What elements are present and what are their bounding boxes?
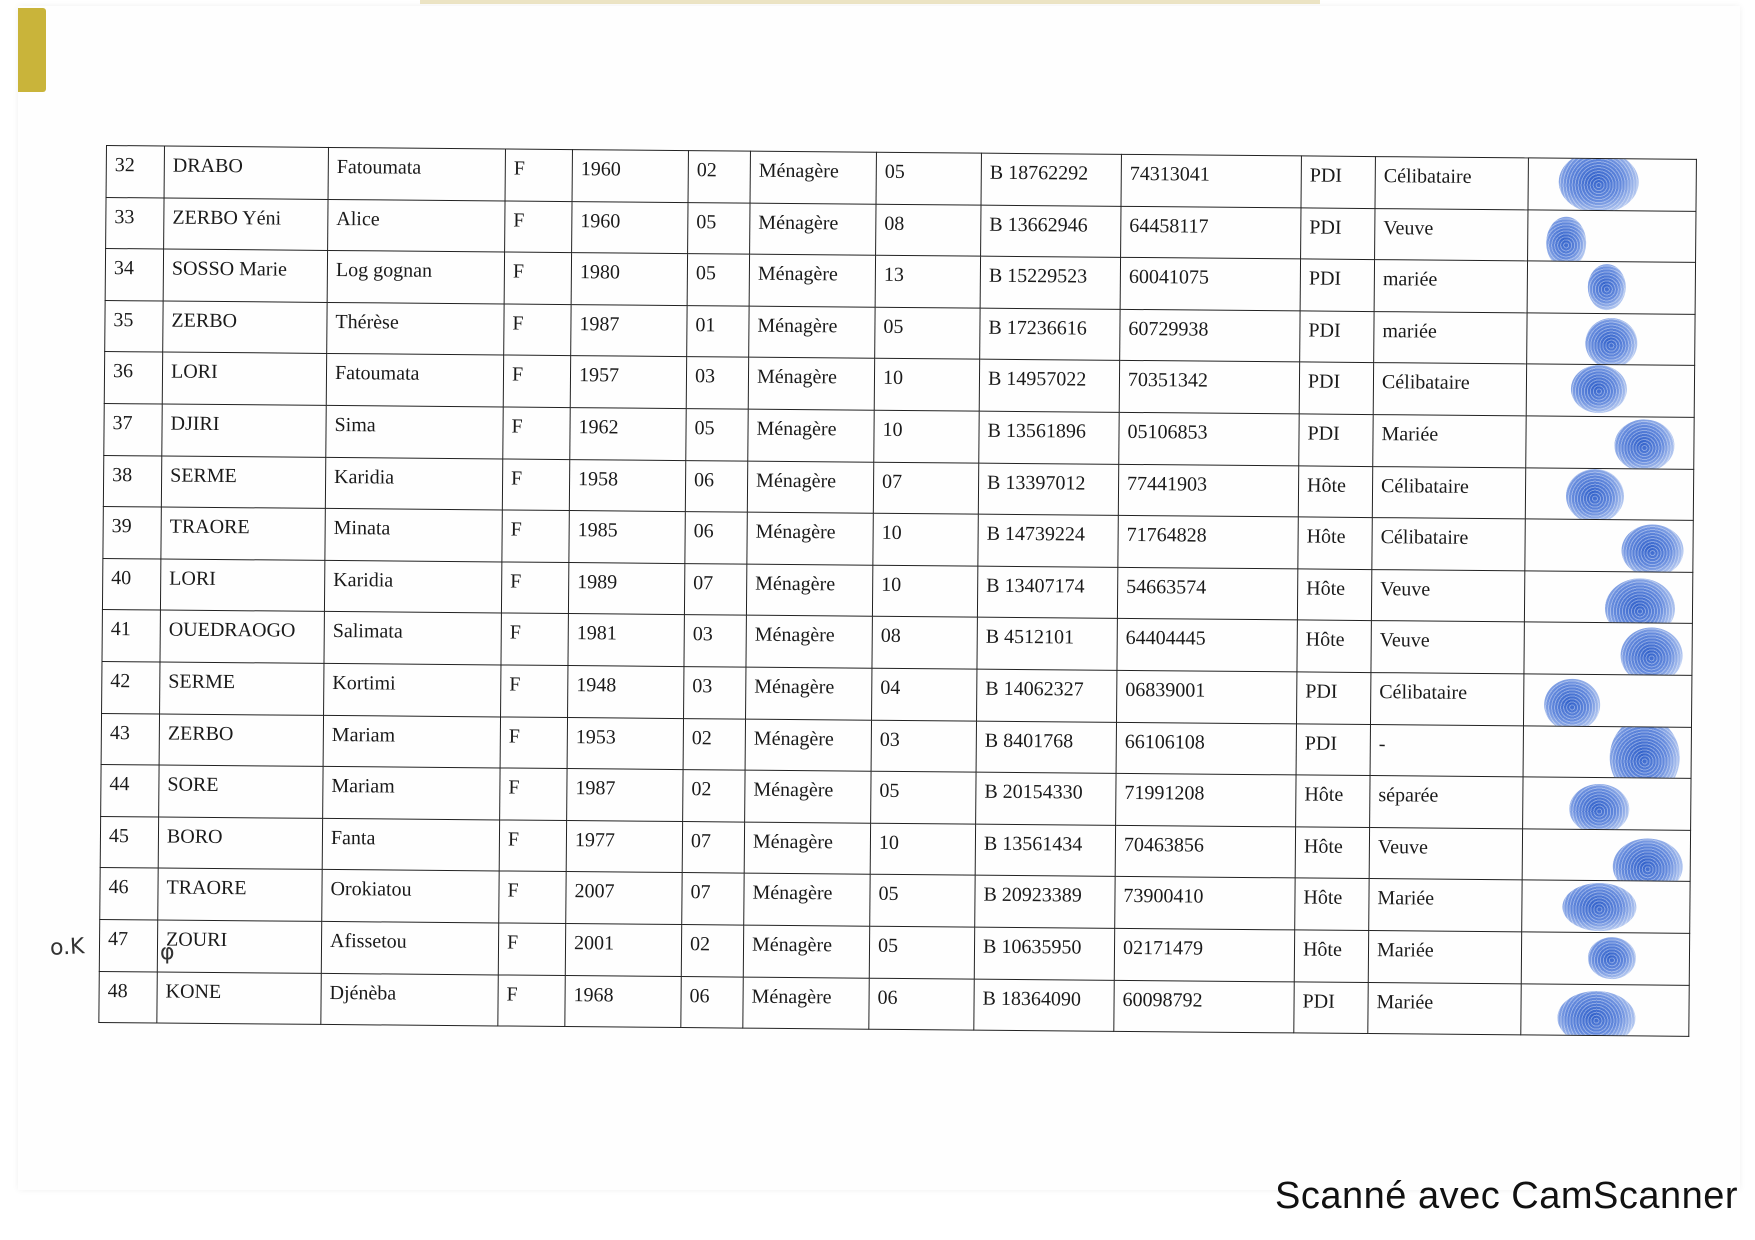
fingerprint-cell [1523, 674, 1691, 727]
tick-mark: φ [160, 940, 175, 965]
column-8: 07 [873, 462, 978, 515]
occupation: Ménagère [745, 770, 871, 823]
phone-number: 74313041 [1121, 154, 1301, 207]
sticky-tab [18, 8, 46, 92]
fingerprint-cell [1523, 725, 1691, 778]
id-number: B 4512101 [977, 617, 1117, 670]
fingerprint-cell [1524, 571, 1692, 624]
fingerprint-cell [1522, 829, 1690, 882]
fingerprint-cell [1523, 777, 1691, 830]
status: Hôte [1297, 569, 1371, 621]
fingerprint-cell [1525, 519, 1693, 572]
marital-status: mariée [1374, 260, 1527, 313]
status: PDI [1296, 672, 1370, 724]
occupation: Ménagère [744, 822, 870, 875]
row-number: 43 [101, 713, 159, 765]
column-6: 02 [681, 924, 743, 976]
row-number: 35 [105, 300, 163, 352]
occupation: Ménagère [750, 151, 876, 204]
first-name: Karidia [325, 457, 502, 510]
sex: F [499, 820, 566, 872]
fingerprint-icon [1588, 937, 1636, 979]
id-number: B 13561434 [975, 824, 1115, 877]
first-name: Mariam [323, 715, 500, 768]
first-name: Sima [326, 405, 503, 458]
row-number: 36 [104, 352, 162, 404]
last-name: SORE [159, 765, 323, 818]
phone-number: 60098792 [1114, 980, 1294, 1033]
sex: F [501, 562, 568, 614]
first-name: Kortimi [324, 663, 501, 716]
first-name: Thérèse [327, 302, 504, 355]
row-number: 42 [102, 661, 160, 713]
first-name: Fanta [322, 818, 499, 871]
last-name: SERME [160, 662, 324, 715]
fingerprint-icon [1544, 679, 1600, 727]
phone-number: 54663574 [1117, 567, 1297, 620]
column-8: 05 [876, 152, 981, 205]
status: Hôte [1297, 620, 1371, 672]
birth-year: 1953 [567, 717, 683, 770]
fingerprint-icon [1558, 158, 1639, 211]
sex: F [504, 304, 571, 356]
last-name: LORI [160, 559, 324, 612]
column-8: 13 [875, 255, 980, 308]
column-6: 05 [688, 202, 750, 254]
first-name: Fatoumata [326, 354, 503, 407]
phone-number: 70351342 [1119, 361, 1299, 414]
phone-number: 60041075 [1120, 258, 1300, 311]
row-number: 47 [99, 919, 157, 971]
sex: F [500, 768, 567, 820]
birth-year: 1960 [572, 150, 688, 203]
marital-status: Mariée [1368, 982, 1521, 1035]
id-number: B 13397012 [978, 463, 1118, 516]
birth-year: 1957 [570, 356, 686, 409]
marital-status: Mariée [1373, 415, 1526, 468]
fingerprint-icon [1569, 784, 1629, 830]
status: PDI [1300, 311, 1374, 363]
fingerprint-icon [1614, 419, 1674, 469]
column-6: 03 [686, 357, 748, 409]
marital-status: Mariée [1368, 930, 1521, 983]
sex: F [502, 510, 569, 562]
fingerprint-icon [1585, 318, 1637, 366]
last-name: LORI [162, 352, 326, 405]
column-8: 05 [871, 771, 976, 824]
column-6: 06 [681, 976, 743, 1028]
id-number: B 20154330 [976, 772, 1116, 825]
phone-number: 05106853 [1119, 412, 1299, 465]
sex: F [501, 665, 568, 717]
fingerprint-cell [1527, 261, 1695, 314]
sex: F [500, 716, 567, 768]
phone-number: 73900410 [1115, 877, 1295, 930]
occupation: Ménagère [749, 254, 875, 307]
marital-status: Veuve [1371, 569, 1524, 622]
row-number: 45 [100, 816, 158, 868]
column-8: 05 [875, 307, 980, 360]
fingerprint-icon [1562, 883, 1636, 932]
fingerprint-cell [1528, 210, 1696, 263]
column-6: 03 [684, 615, 746, 667]
last-name: DJIRI [162, 404, 326, 457]
status: PDI [1296, 723, 1370, 775]
phone-number: 71991208 [1116, 773, 1296, 826]
last-name: BORO [158, 817, 322, 870]
first-name: Log gognan [327, 251, 504, 304]
occupation: Ménagère [748, 409, 874, 462]
phone-number: 60729938 [1120, 309, 1300, 362]
id-number: B 15229523 [980, 256, 1120, 309]
fingerprint-icon [1621, 524, 1683, 572]
first-name: Minata [325, 509, 502, 562]
first-name: Fatoumata [328, 147, 505, 200]
sex: F [502, 459, 569, 511]
fingerprint-icon [1613, 838, 1683, 882]
column-6: 02 [688, 151, 750, 203]
last-name: ZERBO [159, 714, 323, 767]
marital-status: Célibataire [1372, 466, 1525, 519]
sex: F [505, 149, 572, 201]
column-8: 04 [872, 668, 977, 721]
id-number: B 14739224 [978, 514, 1118, 567]
row-number: 33 [106, 197, 164, 249]
birth-year: 1980 [571, 253, 687, 306]
page-edge-strip [420, 0, 1320, 4]
first-name: Salimata [324, 612, 501, 665]
id-number: B 8401768 [976, 721, 1116, 774]
id-number: B 13407174 [977, 566, 1117, 619]
camscanner-watermark: Scanné avec CamScanner [1275, 1175, 1739, 1217]
first-name: Orokiatou [322, 870, 499, 923]
row-number: 40 [102, 558, 160, 610]
column-8: 10 [873, 513, 978, 566]
margin-note-ok: o.K [49, 934, 86, 961]
occupation: Ménagère [743, 977, 869, 1030]
birth-year: 1960 [572, 201, 688, 254]
fingerprint-cell [1522, 880, 1690, 933]
sex: F [499, 871, 566, 923]
column-6: 03 [684, 667, 746, 719]
marital-status: Célibataire [1373, 363, 1526, 416]
occupation: Ménagère [744, 873, 870, 926]
status: PDI [1300, 259, 1374, 311]
occupation: Ménagère [749, 306, 875, 359]
column-6: 02 [683, 718, 745, 770]
sex: F [503, 407, 570, 459]
last-name: SOSSO Marie [163, 249, 327, 302]
fingerprint-cell [1528, 158, 1696, 211]
row-number: 44 [101, 765, 159, 817]
marital-status: - [1370, 724, 1523, 777]
row-number: 46 [100, 868, 158, 920]
id-number: B 18364090 [974, 979, 1114, 1032]
birth-year: 1987 [571, 304, 687, 357]
first-name: Karidia [324, 560, 501, 613]
marital-status: Veuve [1375, 208, 1528, 261]
phone-number: 06839001 [1117, 670, 1297, 723]
birth-year: 2001 [565, 923, 681, 976]
occupation: Ménagère [750, 203, 876, 256]
column-6: 07 [682, 821, 744, 873]
column-8: 06 [869, 978, 974, 1031]
column-6: 07 [684, 563, 746, 615]
register-body [99, 146, 1697, 1037]
fingerprint-cell [1521, 983, 1689, 1036]
marital-status: Veuve [1371, 621, 1524, 674]
last-name: SERME [161, 456, 325, 509]
sex: F [501, 613, 568, 665]
fingerprint-cell [1526, 364, 1694, 417]
row-number: 41 [102, 610, 160, 662]
column-8: 10 [874, 359, 979, 412]
id-number: B 14062327 [977, 669, 1117, 722]
fingerprint-icon [1609, 725, 1680, 778]
column-6: 01 [687, 305, 749, 357]
first-name: Djénèba [321, 973, 498, 1026]
last-name: ZERBO [163, 301, 327, 354]
last-name: ZERBO Yéni [164, 198, 328, 251]
status: Hôte [1295, 827, 1369, 879]
birth-year: 1948 [568, 665, 684, 718]
phone-number: 02171479 [1114, 928, 1294, 981]
occupation: Ménagère [746, 564, 872, 617]
phone-number: 77441903 [1118, 464, 1298, 517]
phone-number: 71764828 [1118, 516, 1298, 569]
last-name: DRABO [164, 146, 328, 199]
id-number: B 13561896 [979, 411, 1119, 464]
column-8: 05 [870, 875, 975, 928]
fingerprint-cell [1524, 622, 1692, 675]
id-number: B 20923389 [975, 875, 1115, 928]
phone-number: 64404445 [1117, 619, 1297, 672]
first-name: Alice [328, 199, 505, 252]
birth-year: 2007 [566, 872, 682, 925]
id-number: B 17236616 [980, 308, 1120, 361]
sex: F [503, 355, 570, 407]
fingerprint-icon [1605, 578, 1676, 624]
birth-year: 1981 [568, 614, 684, 667]
column-6: 05 [687, 254, 749, 306]
first-name: Mariam [323, 767, 500, 820]
sex: F [498, 923, 565, 975]
id-number: B 10635950 [974, 927, 1114, 980]
occupation: Ménagère [748, 357, 874, 410]
birth-year: 1985 [569, 511, 685, 564]
fingerprint-icon [1546, 216, 1586, 262]
id-number: B 13662946 [981, 205, 1121, 258]
row-number: 48 [99, 971, 157, 1023]
sex: F [504, 252, 571, 304]
fingerprint-icon [1588, 264, 1626, 310]
fingerprint-cell [1526, 416, 1694, 469]
status: PDI [1294, 981, 1368, 1033]
row-number: 39 [103, 507, 161, 559]
occupation: Ménagère [747, 512, 873, 565]
fingerprint-cell [1527, 313, 1695, 366]
birth-year: 1968 [565, 975, 681, 1028]
birth-year: 1958 [569, 459, 685, 512]
occupation: Ménagère [747, 461, 873, 514]
phone-number: 70463856 [1115, 825, 1295, 878]
column-6: 07 [682, 873, 744, 925]
occupation: Ménagère [745, 719, 871, 772]
row-number: 38 [103, 455, 161, 507]
marital-status: Veuve [1369, 827, 1522, 880]
occupation: Ménagère [746, 615, 872, 668]
status: PDI [1301, 208, 1375, 260]
phone-number: 64458117 [1121, 206, 1301, 259]
column-8: 10 [874, 410, 979, 463]
last-name: KONE [157, 971, 321, 1024]
id-number: B 14957022 [979, 360, 1119, 413]
occupation: Ménagère [743, 925, 869, 978]
status: PDI [1301, 156, 1375, 208]
column-6: 05 [686, 409, 748, 461]
last-name: TRAORE [161, 507, 325, 560]
beneficiary-register-table [98, 145, 1697, 1037]
row-number: 34 [105, 249, 163, 301]
column-8: 03 [871, 720, 976, 773]
last-name: ZOURI [157, 920, 321, 973]
status: Hôte [1298, 465, 1372, 517]
sex: F [498, 974, 565, 1026]
last-name: TRAORE [158, 868, 322, 921]
status: Hôte [1298, 517, 1372, 569]
birth-year: 1987 [567, 769, 683, 822]
fingerprint-cell [1521, 932, 1689, 985]
first-name: Afissetou [321, 921, 498, 974]
birth-year: 1977 [566, 820, 682, 873]
row-number: 37 [104, 403, 162, 455]
status: Hôte [1295, 878, 1369, 930]
column-8: 05 [869, 926, 974, 979]
birth-year: 1989 [568, 562, 684, 615]
phone-number: 66106108 [1116, 722, 1296, 775]
fingerprint-icon [1566, 468, 1624, 520]
status: Hôte [1296, 775, 1370, 827]
column-6: 06 [685, 512, 747, 564]
last-name: OUEDRAOGO [160, 610, 324, 663]
column-8: 08 [876, 204, 981, 257]
marital-status: séparée [1370, 776, 1523, 829]
column-8: 10 [872, 565, 977, 618]
row-number: 32 [106, 146, 164, 198]
marital-status: Célibataire [1372, 518, 1525, 571]
marital-status: Célibataire [1370, 672, 1523, 725]
column-8: 10 [870, 823, 975, 876]
sex: F [505, 201, 572, 253]
id-number: B 18762292 [981, 153, 1121, 206]
column-6: 02 [683, 770, 745, 822]
fingerprint-cell [1525, 467, 1693, 520]
fingerprint-icon [1571, 365, 1627, 413]
column-6: 06 [685, 460, 747, 512]
marital-status: Mariée [1369, 879, 1522, 932]
birth-year: 1962 [570, 408, 686, 461]
marital-status: Célibataire [1375, 157, 1528, 210]
status: Hôte [1294, 930, 1368, 982]
status: PDI [1299, 414, 1373, 466]
marital-status: mariée [1374, 311, 1527, 364]
status: PDI [1299, 362, 1373, 414]
occupation: Ménagère [746, 667, 872, 720]
column-8: 08 [872, 617, 977, 670]
fingerprint-icon [1557, 990, 1635, 1036]
fingerprint-icon [1620, 628, 1682, 676]
